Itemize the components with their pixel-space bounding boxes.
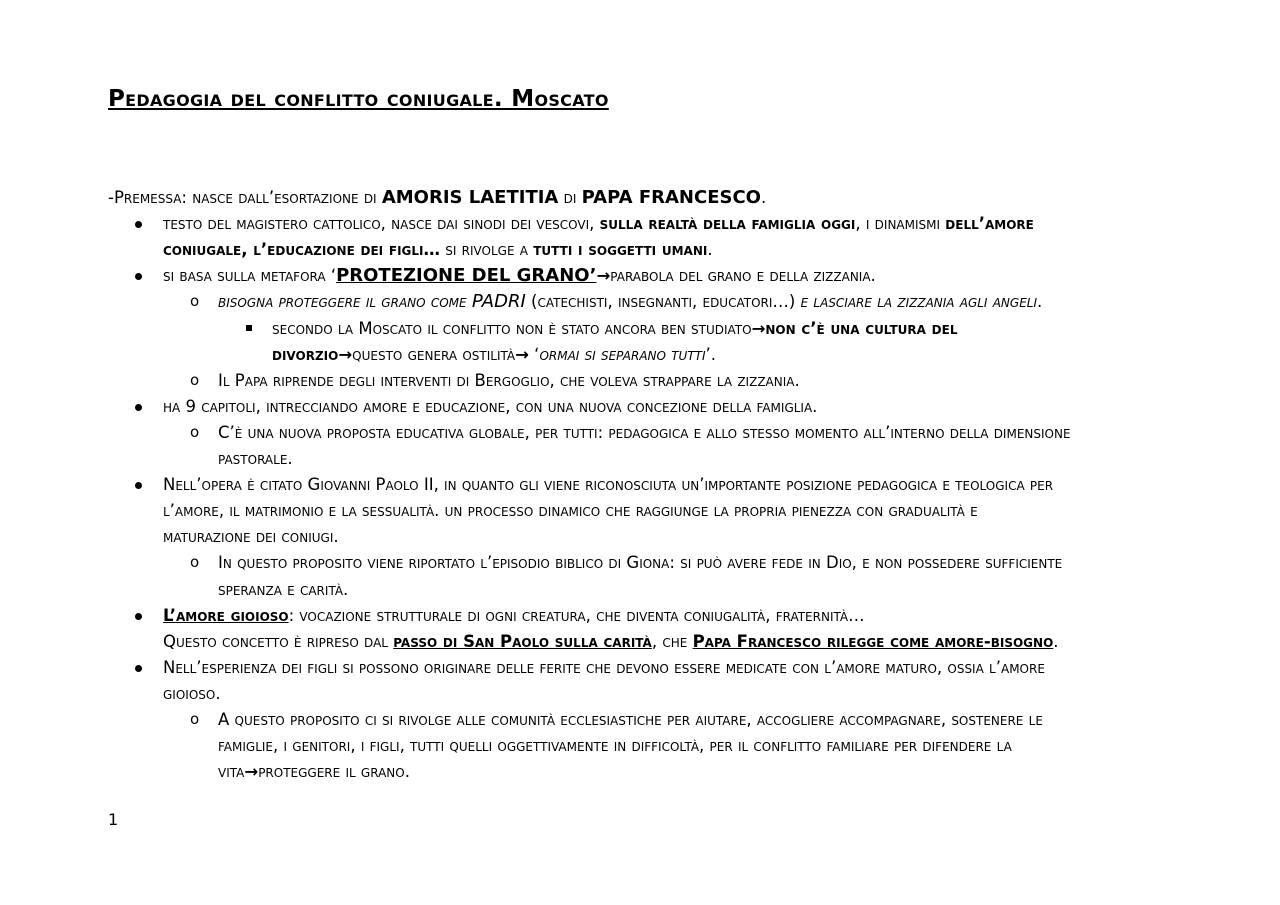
page-title: Pedagogia del conflitto coniugale. Moscato <box>108 86 609 112</box>
text-line <box>163 606 865 626</box>
text-segment: non c’è una cultura del <box>765 318 958 338</box>
text-segment: parabola del grano e della zizzania. <box>610 266 876 286</box>
text-segment: → <box>751 318 766 338</box>
text-segment: famiglie, i genitori, i figli, tutti quelli oggettivamente in difficoltà, per il conflitto familiare per difendere la <box>218 736 1012 756</box>
bullet-circle: o <box>190 292 200 311</box>
text-line <box>218 762 410 782</box>
text-segment: pastorale. <box>218 449 293 468</box>
text-line <box>218 371 800 391</box>
text-segment: secondo la Moscato il conflitto non è stato ancora ben studiato <box>272 318 752 338</box>
bullet-dot <box>135 482 142 489</box>
text-segment: Nell’opera è citato Giovanni Paolo II, in quanto gli viene riconosciuta un’importante posizione pedagogica e teologica per <box>163 475 1054 495</box>
text-segment: -Premessa: nasce dall’esortazione di <box>108 188 382 207</box>
text-segment: PAPA FRANCESCO <box>581 187 761 208</box>
text-segment: . <box>1037 292 1043 312</box>
text-line <box>218 449 293 469</box>
text-segment: ha 9 capitoli, intrecciando amore e educazione, con una nuova concezione della famiglia. <box>163 396 818 416</box>
text-line <box>163 397 817 417</box>
text-segment: In questo proposito viene riportato l’episodio biblico di Giona: si può avere fede in Dio, e non possedere sufficiente <box>218 553 1063 573</box>
text-segment: AMORIS LAETITIA <box>381 187 559 208</box>
text-line <box>218 736 1012 756</box>
bullet-circle: o <box>190 710 200 728</box>
bullet-dot <box>135 273 142 280</box>
text-segment: si rivolge a <box>440 240 534 260</box>
text-segment: l’amore, il matrimonio e la sessualità. un processo dinamico che raggiunge la propria pienezza con gradualità e <box>163 501 978 521</box>
bullet-dot <box>135 613 142 620</box>
text-segment: . <box>707 240 713 260</box>
text-segment: (catechisti, insegnanti, educatori…) <box>525 292 801 312</box>
text-segment: → <box>515 344 529 364</box>
text-segment: → <box>338 344 353 364</box>
text-segment: speranza e carità. <box>218 579 349 599</box>
text-segment: dell’amore <box>945 214 1034 234</box>
bullet-circle: o <box>190 553 200 572</box>
text-segment: si basa sulla metafora ‘ <box>163 266 337 286</box>
text-segment: : vocazione strutturale di ogni creatura, che diventa coniugalità, fraternità… <box>288 605 865 625</box>
text-segment: divorzio <box>272 344 339 364</box>
bullet-square <box>246 325 252 331</box>
text-segment: . <box>1053 631 1059 651</box>
text-segment: → <box>596 266 611 286</box>
text-segment: gioioso. <box>163 683 221 703</box>
text-line <box>163 240 713 260</box>
text-line <box>163 658 1045 678</box>
text-segment: , che <box>651 631 693 651</box>
text-line <box>108 188 766 208</box>
text-segment: C’è una nuova proposta educativa globale, per tutti: pedagogica e allo stesso momento all’interno della dimensione <box>218 422 1071 442</box>
text-segment: PADRI <box>471 291 526 313</box>
text-line <box>163 266 876 286</box>
text-line <box>163 214 1034 234</box>
text-segment: proteggere il grano. <box>258 762 410 782</box>
text-segment: passo di San Paolo sulla carità <box>393 631 652 651</box>
text-segment: Questo concetto è ripreso dal <box>163 631 394 651</box>
bullet-circle: o <box>190 422 200 441</box>
bullet-dot <box>135 665 142 672</box>
text-segment: ormai si separano tutti <box>539 344 706 364</box>
text-segment: coniugale, l’educazione dei figli… <box>163 240 441 260</box>
text-line <box>163 475 1053 495</box>
text-segment: tutti i soggetti umani <box>533 240 708 260</box>
text-line <box>218 292 1042 312</box>
text-segment: Papa Francesco rilegge come amore-bisogno <box>692 631 1054 651</box>
bullet-dot <box>135 221 142 228</box>
text-line <box>218 580 348 600</box>
text-line <box>163 501 978 521</box>
page-number: 1 <box>108 810 119 829</box>
text-line <box>272 319 957 339</box>
text-line <box>163 632 1059 652</box>
bullet-circle: o <box>190 370 200 389</box>
text-line <box>218 710 1043 730</box>
text-segment: bisogna proteggere il grano come <box>218 292 472 312</box>
text-segment: questo genera ostilità <box>352 344 516 364</box>
text-segment: Il Papa riprende degli interventi di Bergoglio, che voleva strappare la zizzania. <box>218 370 800 390</box>
text-line <box>163 684 221 704</box>
text-segment: Nell’esperienza dei figli si possono originare delle ferite che devono essere medicate con l’amore maturo, ossia l’amore <box>163 657 1045 677</box>
bullet-dot <box>135 404 142 411</box>
text-line <box>163 527 339 547</box>
text-segment: → <box>244 762 259 782</box>
text-segment: ’. <box>705 344 717 364</box>
text-segment: . <box>760 188 767 207</box>
text-segment: A questo proposito ci si rivolge alle comunità ecclesiastiche per aiutare, accogliere accompagnare, sostenere le <box>218 710 1043 729</box>
text-segment: vita <box>218 762 245 782</box>
text-line <box>272 345 716 365</box>
text-segment: e lasciare la zizzania agli angeli <box>800 292 1038 312</box>
text-segment: L’amore gioioso <box>163 605 289 625</box>
text-line <box>218 423 1071 443</box>
text-segment: sulla realtà della famiglia oggi <box>599 214 856 234</box>
text-segment: testo del magistero cattolico, nasce dai sinodi dei vescovi, <box>163 214 600 234</box>
text-segment: ‘ <box>528 344 540 364</box>
text-segment: PROTEZIONE DEL GRANO’ <box>336 265 597 287</box>
text-segment: maturazione dei coniugi. <box>163 527 339 547</box>
text-line <box>218 553 1062 573</box>
text-segment: , i dinamismi <box>855 214 946 234</box>
text-segment: di <box>558 188 582 207</box>
